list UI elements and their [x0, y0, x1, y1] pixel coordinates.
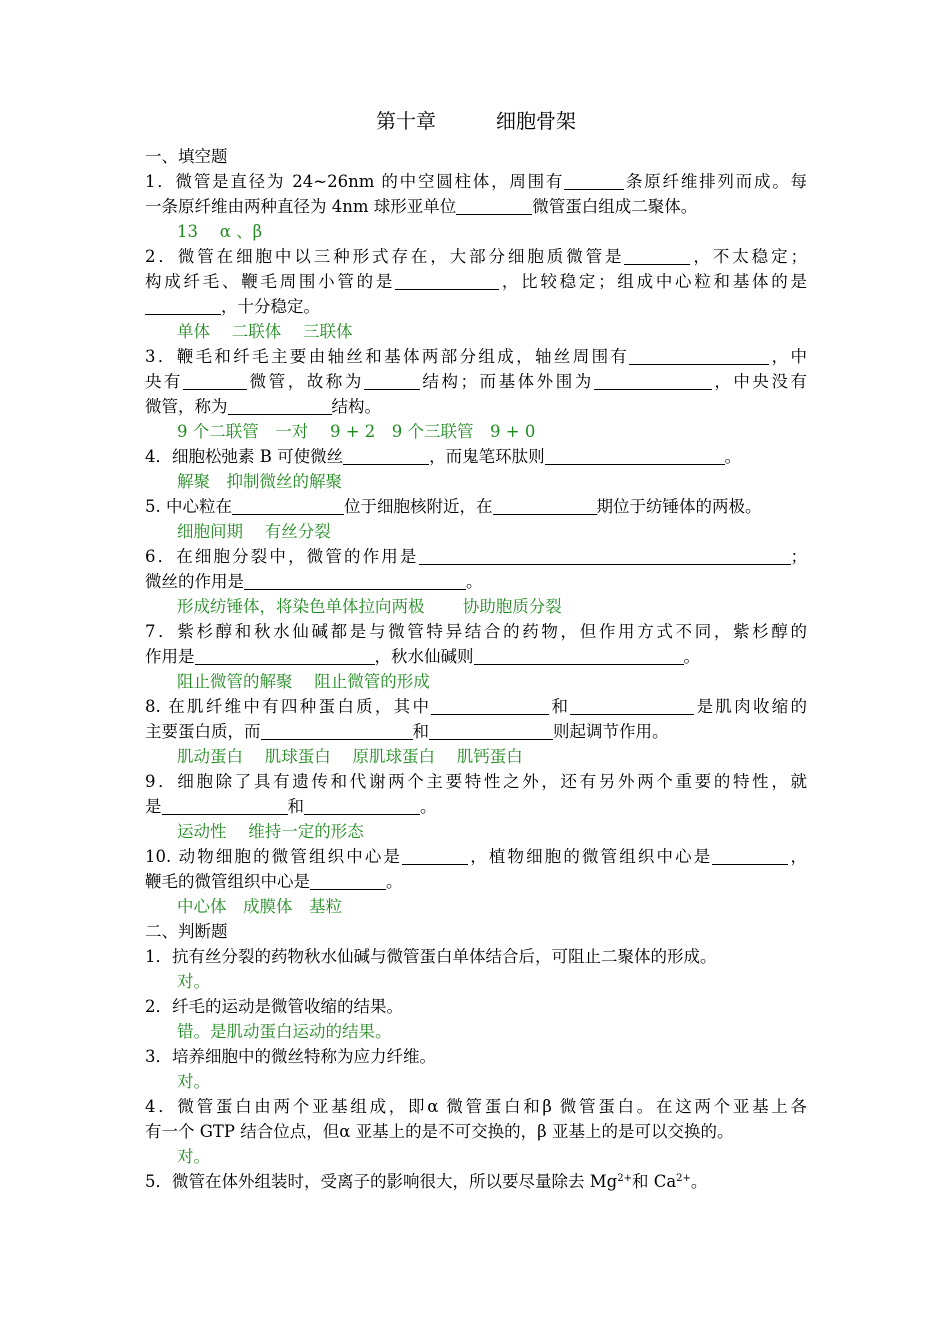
answer-blank — [402, 846, 468, 865]
answer-blank — [145, 296, 221, 315]
answer-1: 13 α 、β — [177, 222, 263, 241]
judgement-2-answer: 错。是肌动蛋白运动的结果。 — [177, 1022, 392, 1041]
judgement-3: 3．培养细胞中的微丝特称为应力纤维。 — [145, 1047, 436, 1066]
answer-blank — [162, 796, 288, 815]
answer-blank — [304, 796, 420, 815]
question-2-line-3: ，十分稳定。 — [145, 294, 807, 319]
answer-7: 阻止微管的解聚 阻止微管的形成 — [177, 672, 430, 691]
question-3-line-3: 微管，称为 结构。 — [145, 397, 381, 416]
question-10-line-1: 10. 动物细胞的微管组织中心是 ，植物细胞的微管组织中心是 ， — [145, 847, 807, 866]
question-7-line-2: 作用是 ，秋水仙碱则 。 — [145, 647, 700, 666]
answer-blank — [244, 571, 466, 590]
question-1-line-1: 1．微管是直径为 24~26nm 的中空圆柱体，周围有 条原纤维排列而成。每 — [145, 172, 808, 191]
answer-blank — [261, 721, 413, 740]
answer-blank — [474, 646, 684, 665]
judgement-1: 1．抗有丝分裂的药物秋水仙碱与微管蛋白单体结合后，可阻止二聚体的形成。 — [145, 947, 717, 966]
answer-blank — [195, 646, 375, 665]
answer-4: 解聚 抑制微丝的解聚 — [177, 472, 342, 491]
question-3-line-1: 3．鞭毛和纤毛主要由轴丝和基体两部分组成，轴丝周围有 ，中 — [145, 347, 808, 366]
answer-blank — [545, 446, 725, 465]
answer-blank — [395, 271, 499, 290]
answer-blank — [183, 371, 247, 390]
question-6-line-2: 微丝的作用是 。 — [145, 572, 483, 591]
answer-blank — [712, 846, 788, 865]
section-heading-fill-in: 一、填空题 — [145, 147, 228, 166]
answer-blank — [343, 446, 429, 465]
answer-blank — [629, 346, 769, 365]
answer-blank — [564, 171, 624, 190]
judgement-3-answer: 对。 — [177, 1072, 210, 1091]
answer-5: 细胞间期 有丝分裂 — [177, 522, 331, 541]
answer-blank — [493, 496, 597, 515]
question-9-line-2: 是 和 。 — [145, 797, 437, 816]
answer-blank — [310, 871, 386, 890]
answer-blank — [364, 371, 420, 390]
answer-2: 单体 二联体 三联体 — [177, 322, 353, 341]
question-4: 4．细胞松弛素 B 可使微丝 ，而鬼笔环肽则 。 — [145, 447, 742, 466]
question-1-line-2: 一条原纤维由两种直径为 4nm 球形亚单位 微管蛋白组成二聚体。 — [145, 197, 698, 216]
judgement-4-answer: 对。 — [177, 1147, 210, 1166]
question-10-line-2: 鞭毛的微管组织中心是 。 — [145, 872, 403, 891]
question-3-line-2: 央有 微管，故称为 结构；而基体外围为 ，中央没有 — [145, 372, 808, 391]
document-page — [145, 104, 807, 1194]
section-heading-true-false: 二、判断题 — [145, 922, 228, 941]
answer-10: 中心体 成膜体 基粒 — [177, 897, 342, 916]
question-6-line-1: 6．在细胞分裂中，微管的作用是 ； — [145, 547, 807, 566]
answer-blank — [228, 396, 332, 415]
answer-6: 形成纺锤体，将染色单体拉向两极 协助胞质分裂 — [177, 597, 562, 616]
question-2-line-2: 构成纤毛、鞭毛周围小管的是 ，比较稳定；组成中心粒和基体的是 — [145, 272, 808, 291]
answer-blank — [419, 546, 791, 565]
answer-9: 运动性 维持一定的形态 — [177, 822, 364, 841]
question-7-line-1: 7．紫杉醇和秋水仙碱都是与微管特异结合的药物，但作用方式不同，紫杉醇的 — [145, 622, 807, 641]
judgement-4-line-2: 有一个 GTP 结合位点，但α 亚基上的是不可交换的，β 亚基上的是可以交换的。 — [145, 1122, 734, 1141]
answer-blank — [232, 496, 344, 515]
answer-blank — [624, 246, 690, 265]
question-2-line-1: 2．微管在细胞中以三种形式存在，大部分细胞质微管是 ，不太稳定； — [145, 247, 808, 266]
question-9-line-1: 9．细胞除了具有遗传和代谢两个主要特性之外，还有另外两个重要的特性，就 — [145, 772, 807, 791]
judgement-4-line-1: 4．微管蛋白由两个亚基组成，即α 微管蛋白和β 微管蛋白。在这两个亚基上各 — [145, 1097, 807, 1116]
judgement-5: 5．微管在体外组装时，受离子的影响很大，所以要尽量除去 $Mg^{2+}$和 $Ca^{2+}$。 — [145, 1172, 708, 1191]
answer-blank — [570, 696, 694, 715]
chapter-title: 第十章 细胞骨架 — [376, 109, 576, 133]
answer-3: 9 个二联管 一对 9 + 2 9 个三联管 9 + 0 — [177, 422, 536, 441]
answer-blank — [429, 721, 553, 740]
question-5: 5. 中心粒在 位于细胞核附近，在 期位于纺锤体的两极。 — [145, 497, 762, 516]
answer-blank — [431, 696, 549, 715]
question-8-line-1: 8. 在肌纤维中有四种蛋白质，其中 和 是肌肉收缩的 — [145, 697, 808, 716]
question-8-line-2: 主要蛋白质，而 和 则起调节作用。 — [145, 722, 669, 741]
judgement-1-answer: 对。 — [177, 972, 210, 991]
answer-8: 肌动蛋白 肌球蛋白 原肌球蛋白 肌钙蛋白 — [177, 747, 523, 766]
answer-blank — [456, 196, 532, 215]
judgement-2: 2．纤毛的运动是微管收缩的结果。 — [145, 997, 403, 1016]
answer-blank — [594, 371, 712, 390]
